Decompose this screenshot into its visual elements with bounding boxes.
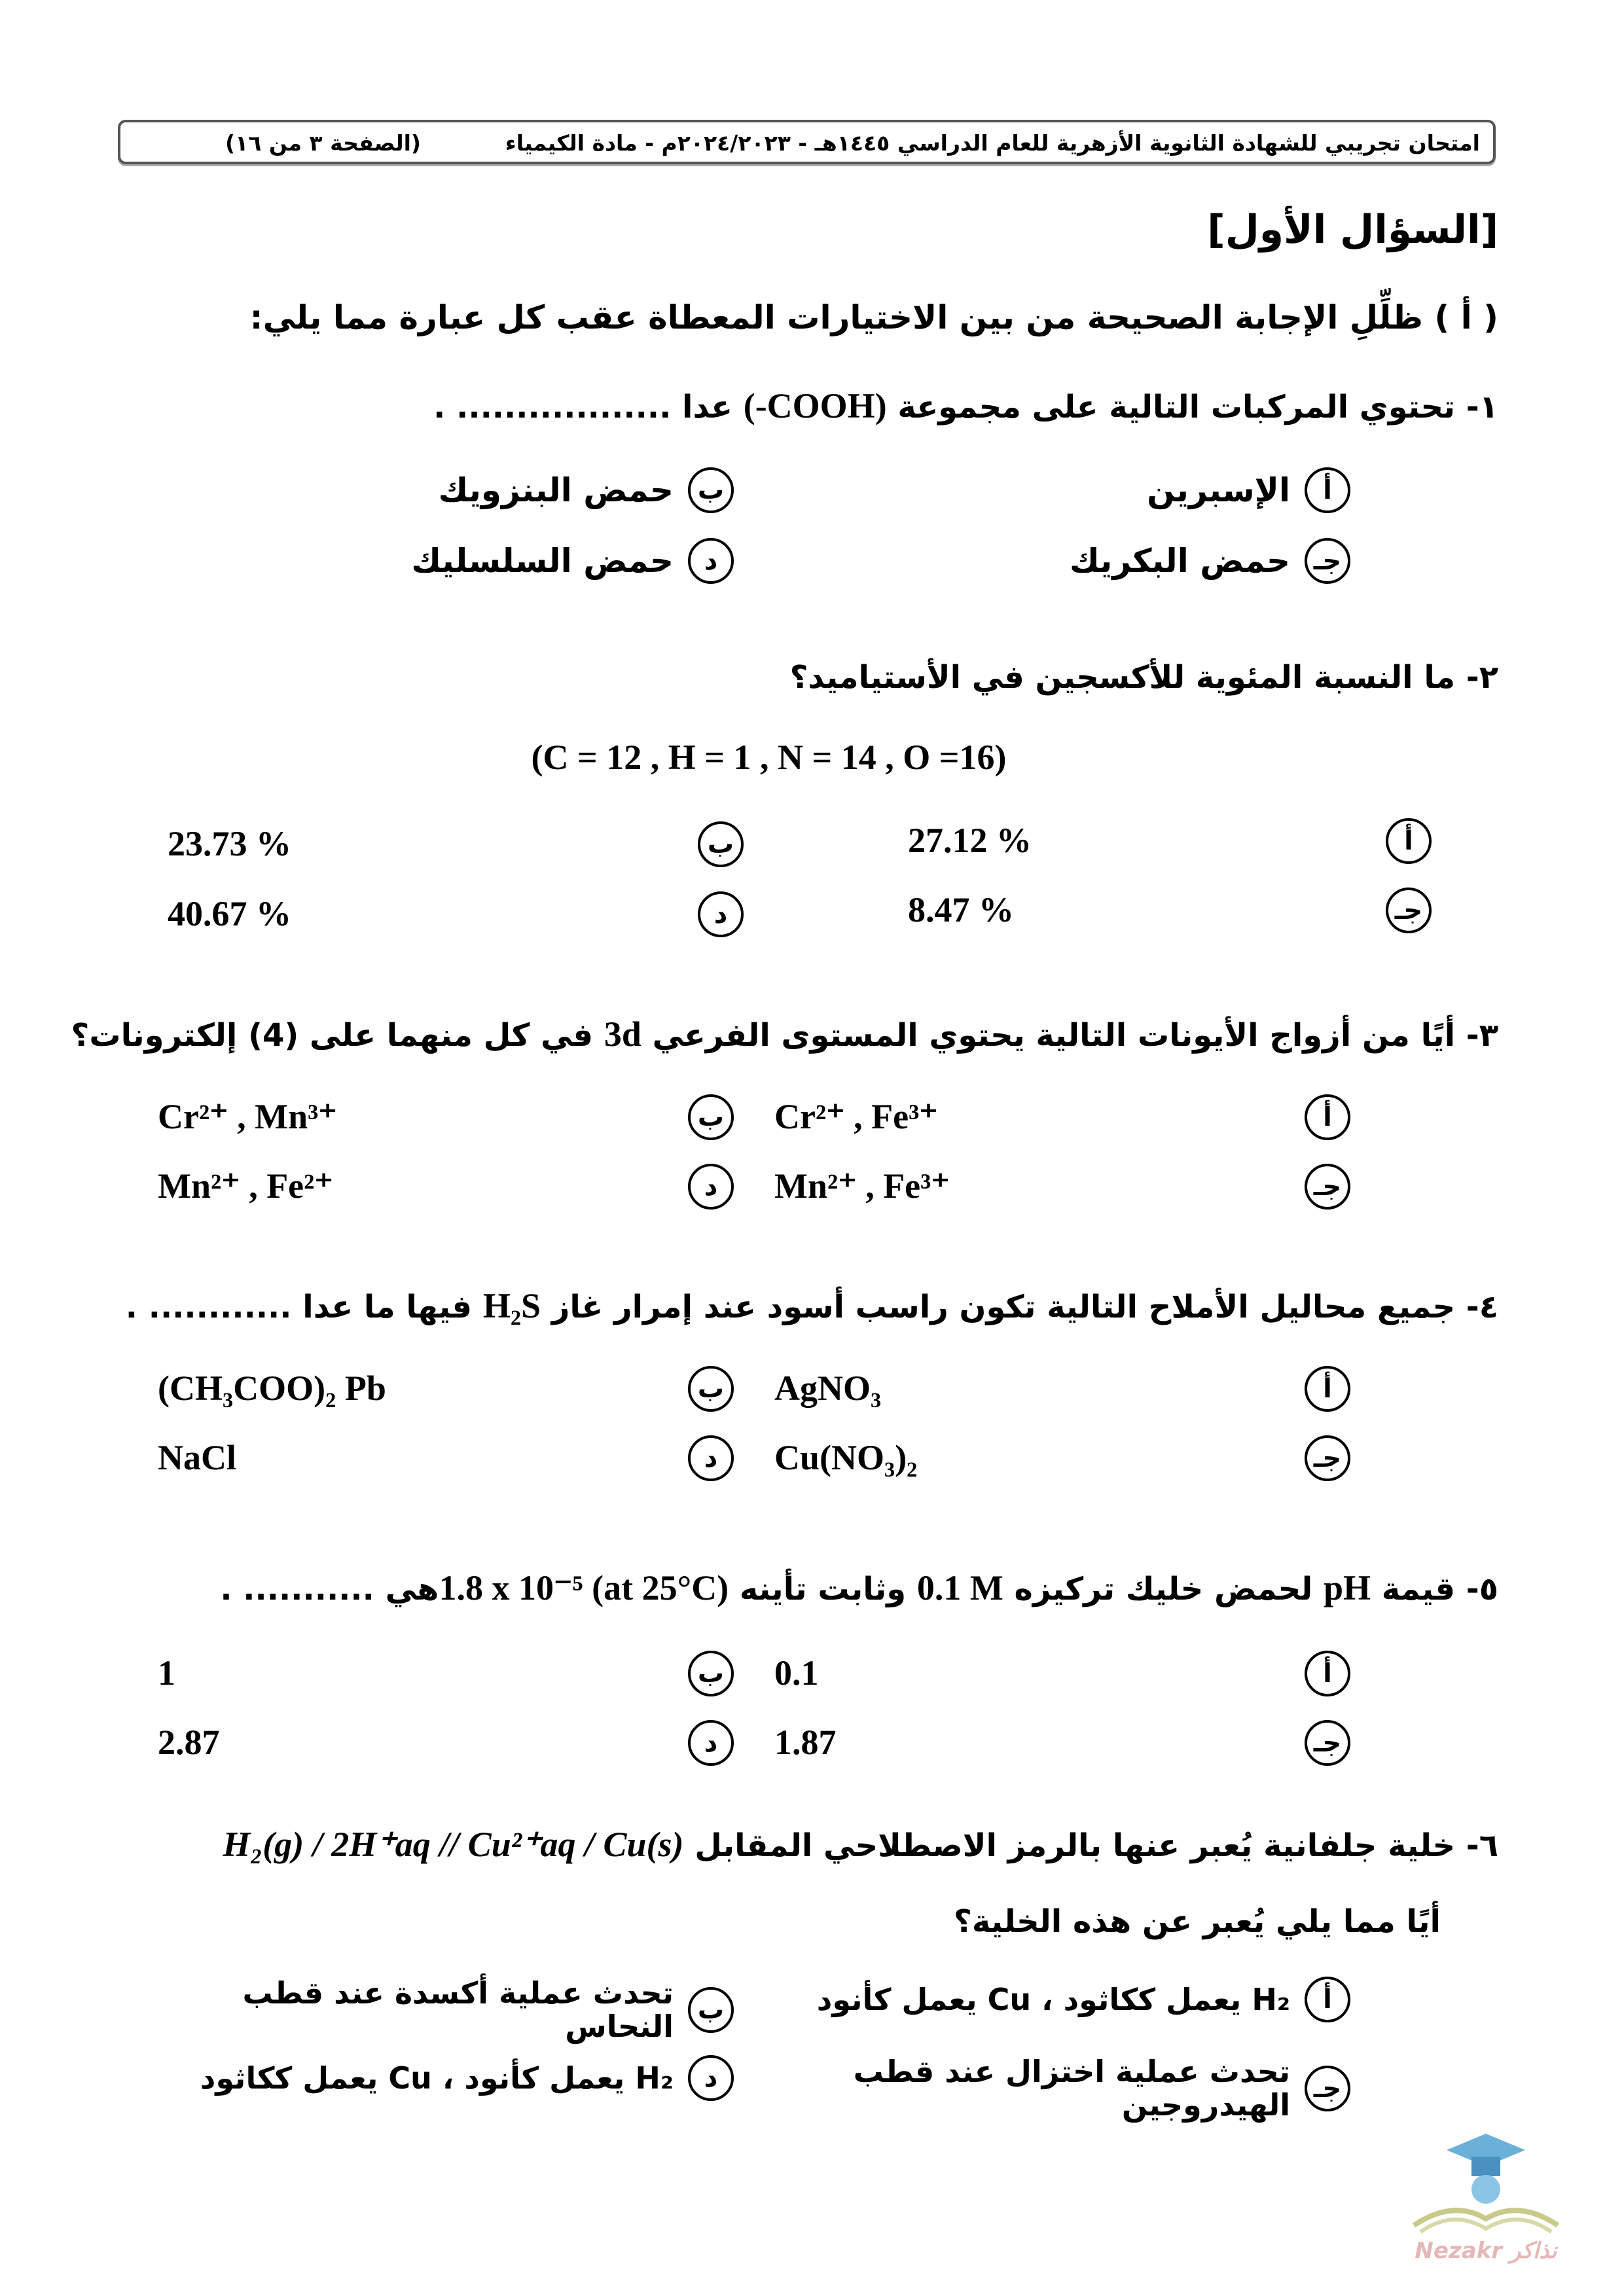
option-bubble[interactable]: ب [688,467,734,513]
option-bubble[interactable]: أ [1305,1977,1350,2022]
option-text: حمض البنزويك [438,471,674,509]
option-text: Cr²⁺ , Fe³⁺ [774,1097,938,1137]
q1-option-c[interactable] [774,538,1350,584]
option-text: 1 [158,1653,175,1693]
q6-option-d[interactable] [158,2055,734,2101]
q2-option-d[interactable] [168,891,744,937]
q5-ph: pH [1323,1568,1371,1607]
page-number: (الصفحة ٣ من ١٦) [225,130,421,156]
question-2: ٢- ما النسبة المئوية للأكسجين في الأستياميد؟ [789,659,1498,696]
q5-text: ٥- قيمة [1381,1571,1498,1607]
question-1 [39,385,1498,427]
q4-gas: H₂S [482,1286,541,1325]
option-bubble[interactable]: ب [688,1094,734,1140]
option-bubble[interactable]: ب [698,821,744,867]
option-bubble[interactable]: أ [1305,1366,1350,1412]
book-graduation-icon [1394,2127,1578,2265]
option-bubble[interactable]: أ [1305,1094,1350,1140]
q3-option-a[interactable] [774,1094,1350,1140]
option-text: Mn²⁺ , Fe²⁺ [158,1166,333,1206]
option-text: (CH₃COO)₂ Pb [158,1369,386,1408]
option-text: 23.73 % [168,824,291,864]
q1-option-b[interactable] [158,467,734,513]
q6-text: ٦- خلية جلفانية يُعبر عنها بالرمز الاصطلاحي المقابل [695,1827,1498,1864]
question-6 [39,1823,1498,1866]
option-text: Mn²⁺ , Fe³⁺ [774,1166,950,1206]
option-text: Cr²⁺ , Mn³⁺ [158,1097,337,1137]
q3-sublevel: 3d [604,1014,641,1054]
q5-text-mid1: لحمض خليك تركيزه [1014,1571,1313,1607]
q3-option-c[interactable] [774,1164,1350,1210]
q4-text-after: فيها ما عدا ............ . [125,1289,473,1325]
option-text: 2.87 [158,1723,220,1763]
option-bubble[interactable]: جـ [1305,538,1350,584]
option-text: H₂ يعمل ككاثود ، Cu يعمل كأنود [816,1981,1290,2017]
section-title: [السؤال الأول] [1207,207,1498,253]
q4-option-a[interactable] [774,1366,1350,1412]
q5-text-mid2: وثابت تأينه [739,1571,907,1607]
option-bubble[interactable]: جـ [1305,1164,1350,1210]
option-text: تحدث عملية أكسدة عند قطب النحاس [242,1975,674,2044]
option-bubble[interactable]: جـ [1305,2066,1350,2111]
option-bubble[interactable]: أ [1305,1651,1350,1696]
q6-cell-notation: H₂(g) / 2H⁺aq // Cu²⁺aq / Cu(s) [223,1825,684,1864]
q4-option-b[interactable] [158,1366,734,1412]
option-text: 27.12 % [908,821,1032,861]
option-bubble[interactable]: ب [688,1651,734,1696]
q5-option-b[interactable] [158,1651,734,1696]
q5-option-a[interactable] [774,1651,1350,1696]
part-a-instruction: ( أ ) ظلِّلِ الإجابة الصحيحة من بين الاختيارات المعطاة عقب كل عبارة مما يلي: [249,298,1498,336]
q1-text-after: عدا .................. . [433,389,732,425]
option-bubble[interactable]: جـ [1305,1435,1350,1481]
question-4 [39,1285,1498,1327]
option-bubble[interactable]: د [688,1720,734,1766]
q1-group: (-COOH) [743,386,887,425]
option-bubble[interactable]: د [688,2055,734,2101]
option-bubble[interactable]: جـ [1305,1720,1350,1766]
option-bubble[interactable]: د [688,1164,734,1210]
q6-option-a[interactable] [774,1977,1350,2022]
q6-option-b[interactable] [158,1977,734,2043]
svg-text:Nezakr نذاكر: Nezakr نذاكر [1415,2238,1557,2264]
nezakr-logo [1394,2127,1578,2265]
q5-option-d[interactable] [158,1720,734,1766]
q2-option-b[interactable] [168,821,744,867]
option-text: Cu(NO₃)₂ [774,1438,918,1478]
q2-option-c[interactable] [908,888,1432,933]
q5-option-c[interactable] [774,1720,1350,1766]
q2-atomic-masses: (C = 12 , H = 1 , N = 14 , O =16) [531,738,1007,777]
q3-text: ٣- أيًا من أزواج الأيونات التالية يحتوي المستوى الفرعي [652,1017,1498,1054]
q1-option-a[interactable] [774,467,1350,513]
option-text: NaCl [158,1438,236,1478]
question-6-line2: أيًا مما يلي يُعبر عن هذه الخلية؟ [954,1903,1441,1940]
q1-option-d[interactable] [158,538,734,584]
option-text: 1.87 [774,1723,837,1763]
option-bubble[interactable]: د [698,891,744,937]
option-bubble[interactable]: جـ [1386,888,1432,933]
option-bubble[interactable]: ب [688,1987,734,2033]
q2-option-a[interactable] [908,818,1432,864]
q4-option-c[interactable] [774,1435,1350,1481]
option-text: الإسبرين [1147,471,1290,509]
option-bubble[interactable]: ب [688,1366,734,1412]
option-text: 40.67 % [168,894,291,934]
exam-title: امتحان تجريبي للشهادة الثانوية الأزهرية للعام الدراسي ١٤٤٥هـ - ٢٠٢٤/٢٠٢٣م - مادة الكيمياء [505,130,1480,156]
option-bubble[interactable]: د [688,1435,734,1481]
option-bubble[interactable]: أ [1305,467,1350,513]
page-header [118,120,1496,164]
q3-text-after: في كل منهما على (4) إلكترونات؟ [71,1017,594,1054]
option-text: 8.47 % [908,890,1014,930]
q3-option-b[interactable] [158,1094,734,1140]
option-text: حمض البكريك [1069,541,1290,580]
option-text: H₂ يعمل كأنود ، Cu يعمل ككاثود [200,2060,674,2096]
q4-option-d[interactable] [158,1435,734,1481]
q4-text: ٤- جميع محاليل الأملاح التالية تكون راسب أسود عند إمرار غاز [551,1289,1498,1325]
option-bubble[interactable]: أ [1386,818,1432,864]
option-text: حمض السلسليك [411,541,674,580]
option-text: تحدث عملية اختزال عند قطب الهيدروجين [853,2054,1290,2123]
option-text: 0.1 [774,1653,819,1693]
q5-text-after: هي ........... . [220,1571,439,1607]
question-5 [39,1567,1498,1609]
option-text: AgNO₃ [774,1369,882,1408]
option-bubble[interactable]: د [688,538,734,584]
q5-ka: 1.8 x 10⁻⁵ (at 25°C) [439,1568,729,1607]
q2-atomic-masses-row [39,736,1498,779]
q1-text: ١- تحتوي المركبات التالية على مجموعة [897,389,1498,425]
question-3 [39,1013,1498,1056]
q5-concentration: 0.1 M [916,1568,1003,1607]
q3-option-d[interactable] [158,1164,734,1210]
q6-option-c[interactable] [774,2055,1350,2121]
